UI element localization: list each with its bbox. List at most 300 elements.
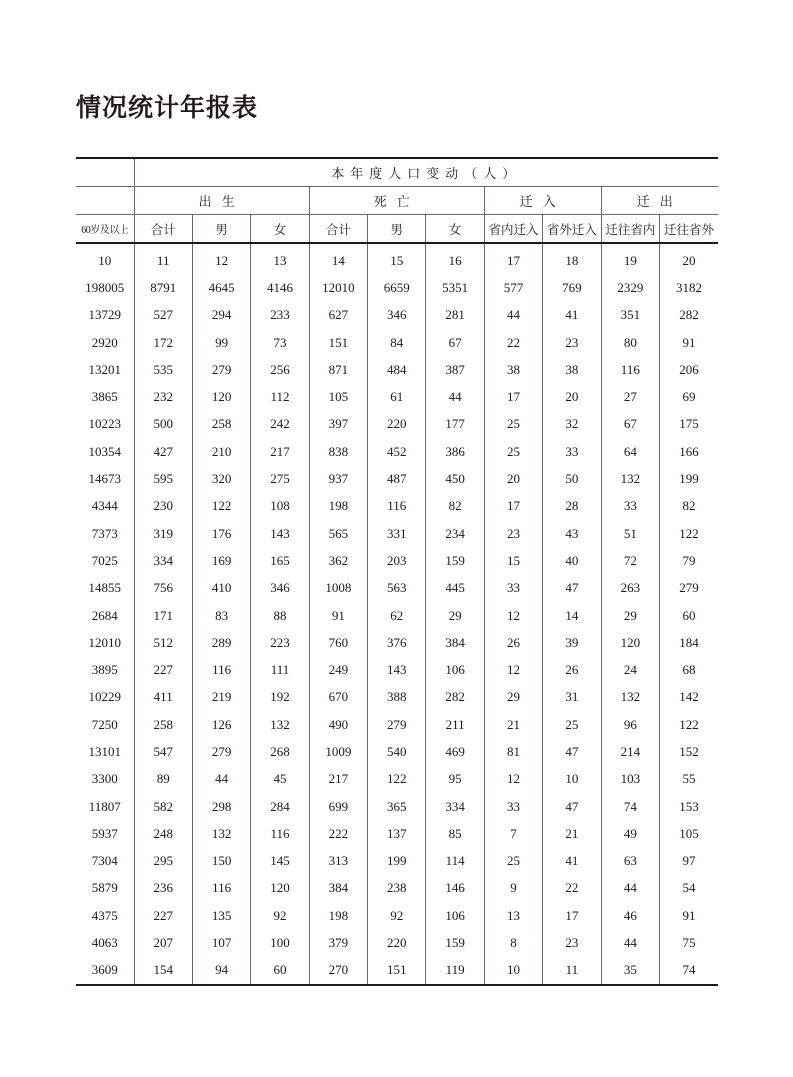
cell-deaths-female: 119 <box>426 957 484 985</box>
cell-deaths-male: 199 <box>368 848 426 875</box>
cell-move-out-inter: 54 <box>660 875 718 902</box>
cell-age-60-plus: 3865 <box>91 389 118 405</box>
cell-deaths-male: 92 <box>368 902 426 929</box>
cell-move-in-intra: 8 <box>484 929 542 956</box>
cell-births-male: 122 <box>192 493 250 520</box>
cell-age-60-plus: 2920 <box>91 334 118 350</box>
cell-births-total: 8791 <box>134 274 192 301</box>
cell-births-female: 242 <box>251 411 309 438</box>
cell-deaths-male: 116 <box>368 493 426 520</box>
cell-move-out-intra: 33 <box>601 493 659 520</box>
cell-move-out-inter: 105 <box>660 820 718 847</box>
cell-births-female: 192 <box>251 684 309 711</box>
table-row <box>76 274 718 301</box>
cell-move-in-intra: 38 <box>484 356 542 383</box>
cell-move-out-inter: 282 <box>660 302 718 329</box>
cell-deaths-male: 61 <box>368 383 426 410</box>
cell-births-female: 111 <box>251 656 309 683</box>
cell-move-out-inter: 122 <box>660 520 718 547</box>
cell-move-in-inter: 20 <box>543 383 601 410</box>
cell-age-60-plus: 3609 <box>76 957 134 985</box>
cell-age-60-plus: 13201 <box>88 361 121 377</box>
cell-births-total: 295 <box>134 848 192 875</box>
header-blank-cell <box>76 158 134 187</box>
cell-births-total: 527 <box>134 302 192 329</box>
cell-births-total: 500 <box>134 411 192 438</box>
cell-deaths-female: 211 <box>426 711 484 738</box>
cell-move-out-inter: 20 <box>660 243 718 274</box>
cell-births-male: 210 <box>192 438 250 465</box>
cell-move-out-intra: 214 <box>601 738 659 765</box>
cell-deaths-female: 334 <box>426 793 484 820</box>
cell-births-male: 83 <box>192 602 250 629</box>
cell-deaths-total: 270 <box>309 957 367 985</box>
cell-move-out-intra: 263 <box>601 575 659 602</box>
cell-deaths-female: 387 <box>426 356 484 383</box>
cell-move-in-inter: 33 <box>543 438 601 465</box>
cell-move-in-inter: 47 <box>543 738 601 765</box>
cell-births-male: 116 <box>192 875 250 902</box>
cell-deaths-male: 151 <box>368 957 426 985</box>
cell-births-female: 108 <box>251 493 309 520</box>
cell-births-male: 320 <box>192 465 250 492</box>
table-row <box>76 875 718 902</box>
cell-move-out-inter: 97 <box>660 848 718 875</box>
cell-births-male: 99 <box>192 329 250 356</box>
cell-move-out-intra: 132 <box>601 465 659 492</box>
table-row <box>76 329 718 356</box>
cell-births-male: 4645 <box>192 274 250 301</box>
cell-deaths-total: 384 <box>309 875 367 902</box>
cell-move-out-intra: 74 <box>601 793 659 820</box>
table-row <box>76 411 718 438</box>
header-category-move-in: 迁入 <box>484 187 601 215</box>
cell-births-total: 258 <box>134 711 192 738</box>
cell-births-female: 116 <box>251 820 309 847</box>
cell-move-in-intra: 12 <box>484 656 542 683</box>
cell-deaths-female: 281 <box>426 302 484 329</box>
cell-births-female: 60 <box>251 957 309 985</box>
header-deaths-female: 女 <box>426 215 484 244</box>
cell-move-in-inter: 41 <box>543 848 601 875</box>
cell-deaths-male: 540 <box>368 738 426 765</box>
cell-deaths-female: 67 <box>426 329 484 356</box>
cell-deaths-total: 217 <box>309 766 367 793</box>
cell-age-60-plus: 14673 <box>88 471 121 487</box>
cell-births-male: 12 <box>192 243 250 274</box>
cell-move-in-intra: 25 <box>484 438 542 465</box>
cell-deaths-male: 376 <box>368 629 426 656</box>
header-births-female: 女 <box>251 215 309 244</box>
cell-deaths-male: 15 <box>368 243 426 274</box>
cell-move-out-intra: 63 <box>601 848 659 875</box>
cell-deaths-total: 362 <box>309 547 367 574</box>
cell-move-in-intra: 44 <box>484 302 542 329</box>
cell-move-in-inter: 26 <box>543 656 601 683</box>
cell-move-out-inter: 206 <box>660 356 718 383</box>
cell-deaths-total: 838 <box>309 438 367 465</box>
cell-move-out-intra: 44 <box>601 875 659 902</box>
cell-age-60-plus: 5937 <box>91 825 118 841</box>
cell-move-out-intra: 80 <box>601 329 659 356</box>
cell-deaths-total: 313 <box>309 848 367 875</box>
cell-deaths-total: 12010 <box>309 274 367 301</box>
cell-move-out-intra: 46 <box>601 902 659 929</box>
cell-age-60-plus: 4344 <box>91 498 118 514</box>
cell-move-in-inter: 32 <box>543 411 601 438</box>
cell-births-total: 248 <box>134 820 192 847</box>
cell-age-60-plus: 12010 <box>88 634 121 650</box>
cell-age-60-plus: 5879 <box>91 880 118 896</box>
cell-move-in-inter: 40 <box>543 547 601 574</box>
cell-deaths-total: 1009 <box>309 738 367 765</box>
cell-deaths-male: 487 <box>368 465 426 492</box>
cell-deaths-male: 122 <box>368 766 426 793</box>
cell-births-female: 88 <box>251 602 309 629</box>
cell-births-total: 207 <box>134 929 192 956</box>
cell-deaths-female: 44 <box>426 383 484 410</box>
header-births-total: 合计 <box>134 215 192 244</box>
cell-age-60-plus: 10229 <box>88 689 121 705</box>
cell-deaths-male: 84 <box>368 329 426 356</box>
cell-move-out-inter: 166 <box>660 438 718 465</box>
table-row <box>76 656 718 683</box>
table-row <box>76 520 718 547</box>
cell-deaths-total: 14 <box>309 243 367 274</box>
cell-age-60-plus: 11807 <box>88 798 121 814</box>
cell-births-male: 169 <box>192 547 250 574</box>
cell-deaths-male: 484 <box>368 356 426 383</box>
cell-births-female: 112 <box>251 383 309 410</box>
cell-move-out-intra: 64 <box>601 438 659 465</box>
cell-move-in-inter: 47 <box>543 793 601 820</box>
table-row <box>76 793 718 820</box>
cell-age-60-plus: 198005 <box>85 279 125 295</box>
table-row <box>76 356 718 383</box>
cell-deaths-male: 137 <box>368 820 426 847</box>
cell-births-male: 44 <box>192 766 250 793</box>
cell-move-in-inter: 41 <box>543 302 601 329</box>
cell-deaths-total: 760 <box>309 629 367 656</box>
table-row <box>76 957 718 985</box>
cell-deaths-female: 16 <box>426 243 484 274</box>
cell-deaths-male: 203 <box>368 547 426 574</box>
cell-deaths-male: 365 <box>368 793 426 820</box>
cell-move-in-intra: 26 <box>484 629 542 656</box>
cell-move-out-intra: 2329 <box>601 274 659 301</box>
cell-births-total: 512 <box>134 629 192 656</box>
cell-births-male: 94 <box>192 957 250 985</box>
cell-move-in-inter: 23 <box>543 929 601 956</box>
table-row <box>76 493 718 520</box>
cell-deaths-male: 220 <box>368 929 426 956</box>
cell-move-out-intra: 35 <box>601 957 659 985</box>
cell-move-in-inter: 31 <box>543 684 601 711</box>
cell-move-in-inter: 21 <box>543 820 601 847</box>
header-move-out-inter-province: 迁往省外 <box>660 215 718 244</box>
cell-move-out-inter: 69 <box>660 383 718 410</box>
cell-births-female: 275 <box>251 465 309 492</box>
cell-deaths-male: 279 <box>368 711 426 738</box>
cell-deaths-female: 177 <box>426 411 484 438</box>
cell-age-60-plus: 4063 <box>91 935 118 951</box>
cell-move-out-inter: 122 <box>660 711 718 738</box>
cell-move-in-intra: 29 <box>484 684 542 711</box>
cell-deaths-total: 565 <box>309 520 367 547</box>
cell-move-out-inter: 55 <box>660 766 718 793</box>
cell-deaths-female: 234 <box>426 520 484 547</box>
cell-births-total: 230 <box>134 493 192 520</box>
cell-move-out-inter: 75 <box>660 929 718 956</box>
cell-age-60-plus: 7373 <box>91 525 118 541</box>
cell-move-out-intra: 132 <box>601 684 659 711</box>
cell-deaths-female: 159 <box>426 929 484 956</box>
table-row <box>76 902 718 929</box>
cell-move-in-intra: 15 <box>484 547 542 574</box>
cell-deaths-total: 1008 <box>309 575 367 602</box>
cell-move-in-inter: 769 <box>543 274 601 301</box>
cell-deaths-total: 871 <box>309 356 367 383</box>
cell-move-out-intra: 24 <box>601 656 659 683</box>
table-row <box>76 738 718 765</box>
cell-age-60-plus: 7304 <box>91 853 118 869</box>
cell-births-total: 411 <box>134 684 192 711</box>
cell-move-in-inter: 10 <box>543 766 601 793</box>
cell-births-male: 298 <box>192 793 250 820</box>
cell-deaths-female: 5351 <box>426 274 484 301</box>
cell-births-male: 279 <box>192 356 250 383</box>
cell-move-in-intra: 12 <box>484 766 542 793</box>
cell-births-female: 120 <box>251 875 309 902</box>
cell-deaths-total: 699 <box>309 793 367 820</box>
cell-move-in-intra: 25 <box>484 411 542 438</box>
cell-move-in-intra: 22 <box>484 329 542 356</box>
cell-move-out-inter: 91 <box>660 902 718 929</box>
header-deaths-total: 合计 <box>309 215 367 244</box>
header-category-births: 出生 <box>134 187 309 215</box>
cell-move-out-intra: 27 <box>601 383 659 410</box>
cell-move-in-intra: 7 <box>484 820 542 847</box>
cell-deaths-female: 106 <box>426 656 484 683</box>
cell-move-out-inter: 279 <box>660 575 718 602</box>
cell-move-in-intra: 12 <box>484 602 542 629</box>
cell-move-in-intra: 21 <box>484 711 542 738</box>
cell-births-female: 13 <box>251 243 309 274</box>
cell-move-in-intra: 10 <box>484 957 542 985</box>
cell-move-in-intra: 17 <box>484 383 542 410</box>
header-deaths-male: 男 <box>368 215 426 244</box>
cell-move-in-inter: 47 <box>543 575 601 602</box>
cell-births-total: 11 <box>134 243 192 274</box>
cell-move-in-inter: 11 <box>543 957 601 985</box>
cell-age-60-plus: 10223 <box>88 416 121 432</box>
cell-move-out-intra: 19 <box>601 243 659 274</box>
table-row <box>76 929 718 956</box>
cell-move-in-intra: 577 <box>484 274 542 301</box>
cell-deaths-male: 62 <box>368 602 426 629</box>
cell-move-in-intra: 23 <box>484 520 542 547</box>
cell-deaths-total: 490 <box>309 711 367 738</box>
cell-move-out-intra: 351 <box>601 302 659 329</box>
cell-move-out-intra: 44 <box>601 929 659 956</box>
cell-births-total: 227 <box>134 902 192 929</box>
header-blank-cell <box>76 187 134 215</box>
header-move-in-inter-province: 省外迁入 <box>543 215 601 244</box>
cell-deaths-total: 397 <box>309 411 367 438</box>
header-row-categories <box>76 187 718 215</box>
cell-deaths-female: 95 <box>426 766 484 793</box>
cell-deaths-female: 82 <box>426 493 484 520</box>
cell-move-out-intra: 116 <box>601 356 659 383</box>
cell-move-out-inter: 175 <box>660 411 718 438</box>
table-row <box>76 575 718 602</box>
cell-move-out-inter: 184 <box>660 629 718 656</box>
header-first-column: 60岁及以上 <box>76 215 134 244</box>
cell-deaths-male: 563 <box>368 575 426 602</box>
cell-age-60-plus: 13101 <box>88 743 121 759</box>
cell-deaths-female: 450 <box>426 465 484 492</box>
table-row <box>76 302 718 329</box>
cell-births-male: 258 <box>192 411 250 438</box>
cell-age-60-plus: 3895 <box>91 662 118 678</box>
header-group-title: 本年度人口变动（人） <box>134 158 718 187</box>
cell-births-male: 289 <box>192 629 250 656</box>
table-row <box>76 547 718 574</box>
cell-births-male: 107 <box>192 929 250 956</box>
cell-deaths-female: 386 <box>426 438 484 465</box>
cell-move-in-inter: 17 <box>543 902 601 929</box>
cell-move-out-inter: 152 <box>660 738 718 765</box>
cell-deaths-total: 222 <box>309 820 367 847</box>
cell-age-60-plus: 10 <box>98 252 112 268</box>
cell-births-total: 595 <box>134 465 192 492</box>
cell-age-60-plus: 3300 <box>91 771 118 787</box>
cell-move-out-inter: 91 <box>660 329 718 356</box>
cell-births-female: 217 <box>251 438 309 465</box>
cell-births-total: 535 <box>134 356 192 383</box>
cell-births-male: 150 <box>192 848 250 875</box>
cell-births-male: 120 <box>192 383 250 410</box>
cell-births-total: 232 <box>134 383 192 410</box>
cell-deaths-total: 670 <box>309 684 367 711</box>
cell-births-total: 334 <box>134 547 192 574</box>
cell-age-60-plus: 10354 <box>88 443 121 459</box>
header-row-group <box>76 158 718 187</box>
cell-deaths-male: 331 <box>368 520 426 547</box>
header-category-move-out: 迁出 <box>601 187 718 215</box>
cell-move-out-intra: 72 <box>601 547 659 574</box>
cell-births-female: 132 <box>251 711 309 738</box>
cell-deaths-female: 384 <box>426 629 484 656</box>
cell-move-in-intra: 17 <box>484 243 542 274</box>
table-row <box>76 711 718 738</box>
cell-deaths-female: 114 <box>426 848 484 875</box>
cell-births-female: 92 <box>251 902 309 929</box>
cell-move-in-intra: 9 <box>484 875 542 902</box>
cell-move-out-inter: 142 <box>660 684 718 711</box>
cell-move-in-inter: 38 <box>543 356 601 383</box>
cell-move-in-intra: 25 <box>484 848 542 875</box>
cell-births-total: 582 <box>134 793 192 820</box>
cell-births-female: 223 <box>251 629 309 656</box>
cell-move-out-inter: 60 <box>660 602 718 629</box>
cell-move-in-intra: 33 <box>484 575 542 602</box>
cell-age-60-plus: 7025 <box>91 552 118 568</box>
table-row <box>76 848 718 875</box>
cell-births-female: 165 <box>251 547 309 574</box>
cell-deaths-total: 198 <box>309 902 367 929</box>
table-row <box>76 820 718 847</box>
table-row <box>76 684 718 711</box>
cell-births-female: 346 <box>251 575 309 602</box>
table-row <box>76 766 718 793</box>
cell-births-male: 294 <box>192 302 250 329</box>
table-row <box>76 383 718 410</box>
cell-births-male: 279 <box>192 738 250 765</box>
cell-births-total: 89 <box>134 766 192 793</box>
cell-move-in-intra: 20 <box>484 465 542 492</box>
cell-deaths-female: 159 <box>426 547 484 574</box>
header-births-male: 男 <box>192 215 250 244</box>
cell-age-60-plus: 14855 <box>88 580 121 596</box>
cell-births-total: 171 <box>134 602 192 629</box>
cell-births-female: 233 <box>251 302 309 329</box>
table-row <box>76 465 718 492</box>
header-move-in-intra-province: 省内迁入 <box>484 215 542 244</box>
cell-births-female: 284 <box>251 793 309 820</box>
header-row-subcolumns <box>76 215 718 244</box>
cell-births-female: 100 <box>251 929 309 956</box>
header-category-deaths: 死亡 <box>309 187 484 215</box>
cell-move-in-intra: 17 <box>484 493 542 520</box>
cell-move-in-inter: 39 <box>543 629 601 656</box>
cell-births-male: 132 <box>192 820 250 847</box>
cell-move-out-inter: 74 <box>660 957 718 985</box>
cell-births-female: 45 <box>251 766 309 793</box>
cell-move-in-inter: 50 <box>543 465 601 492</box>
cell-deaths-total: 249 <box>309 656 367 683</box>
cell-deaths-male: 346 <box>368 302 426 329</box>
population-change-table <box>76 157 718 986</box>
cell-move-in-intra: 81 <box>484 738 542 765</box>
cell-births-total: 319 <box>134 520 192 547</box>
cell-move-out-inter: 82 <box>660 493 718 520</box>
cell-deaths-total: 198 <box>309 493 367 520</box>
cell-deaths-male: 143 <box>368 656 426 683</box>
cell-move-out-intra: 51 <box>601 520 659 547</box>
cell-births-total: 227 <box>134 656 192 683</box>
cell-deaths-male: 238 <box>368 875 426 902</box>
cell-move-out-intra: 67 <box>601 411 659 438</box>
cell-deaths-total: 91 <box>309 602 367 629</box>
cell-births-female: 145 <box>251 848 309 875</box>
cell-births-female: 143 <box>251 520 309 547</box>
cell-births-male: 116 <box>192 656 250 683</box>
cell-births-total: 172 <box>134 329 192 356</box>
cell-move-out-intra: 49 <box>601 820 659 847</box>
cell-births-female: 4146 <box>251 274 309 301</box>
cell-move-out-intra: 96 <box>601 711 659 738</box>
cell-age-60-plus: 13729 <box>88 307 121 323</box>
cell-births-male: 126 <box>192 711 250 738</box>
cell-births-male: 410 <box>192 575 250 602</box>
cell-deaths-male: 6659 <box>368 274 426 301</box>
cell-births-male: 135 <box>192 902 250 929</box>
column-number-row <box>76 243 718 274</box>
cell-deaths-female: 29 <box>426 602 484 629</box>
cell-move-in-inter: 23 <box>543 329 601 356</box>
cell-deaths-male: 452 <box>368 438 426 465</box>
